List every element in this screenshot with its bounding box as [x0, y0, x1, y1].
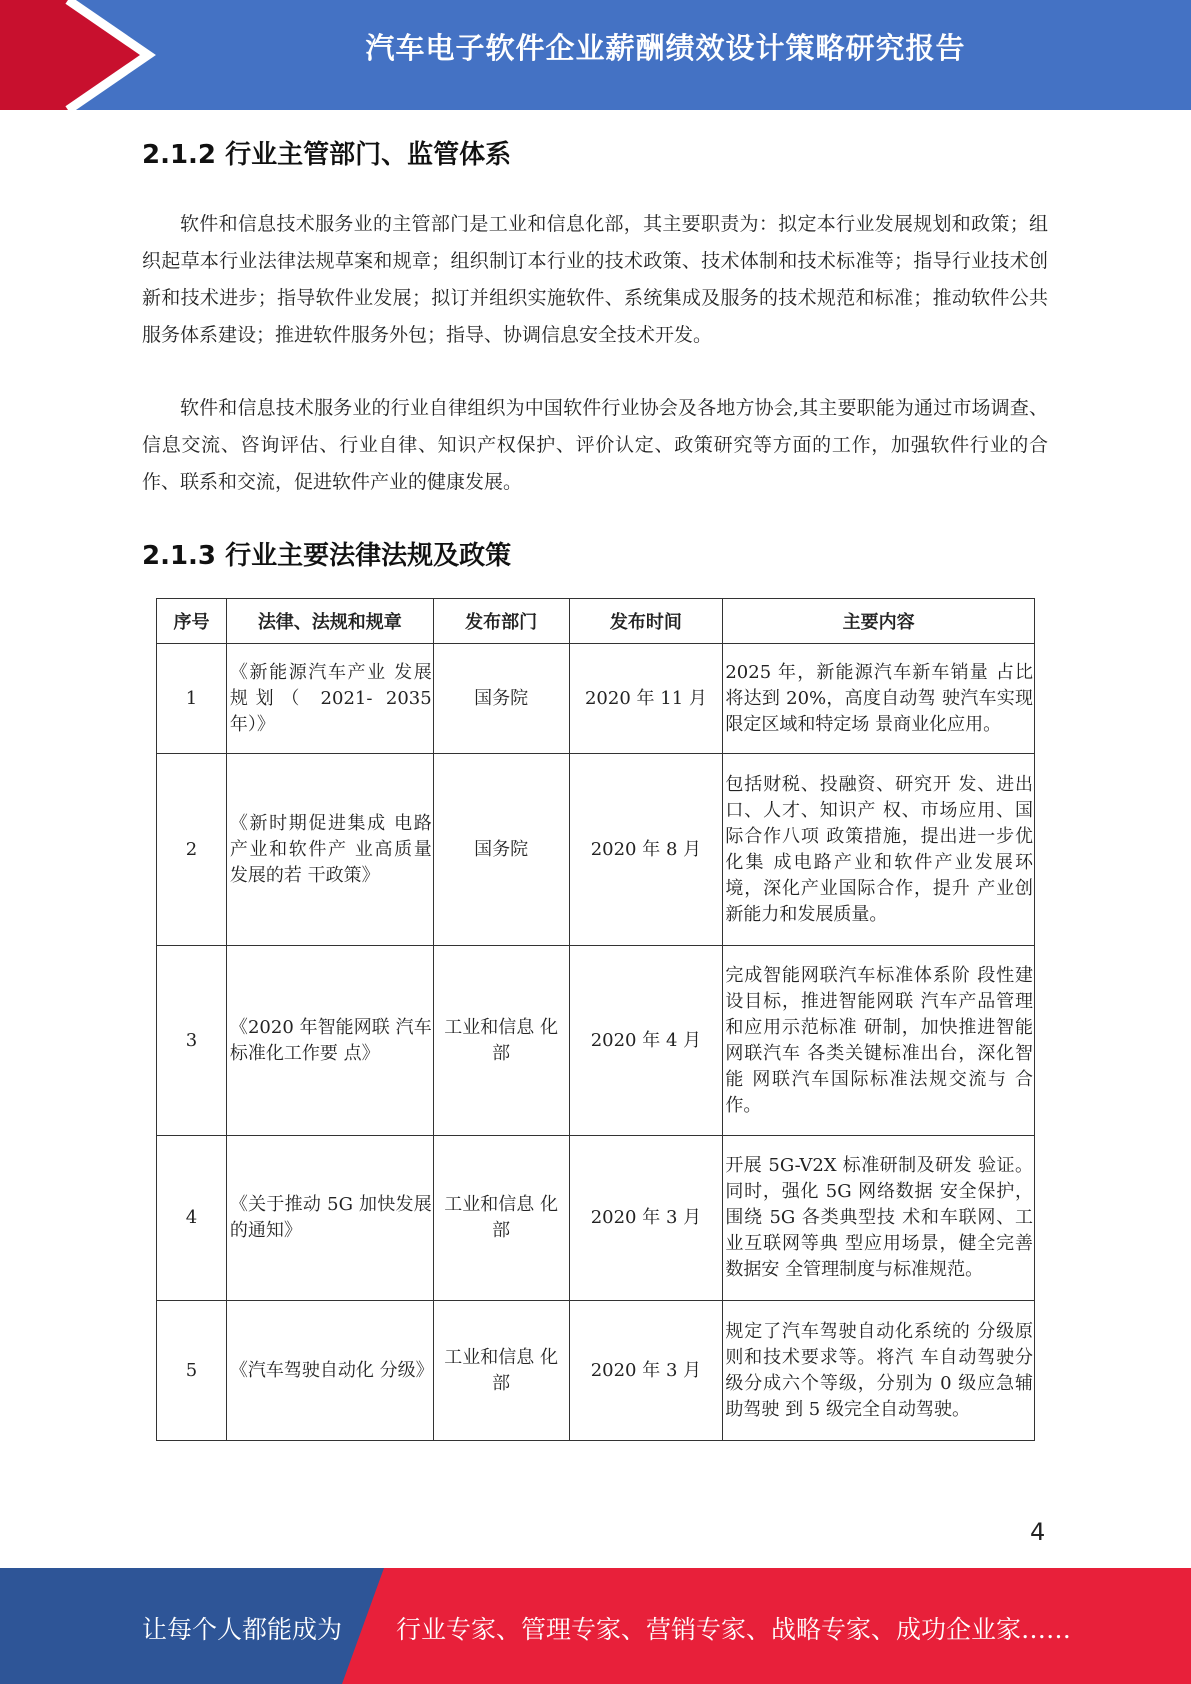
- row-date: 2020 年 3 月: [569, 1301, 723, 1441]
- page-number: 4: [1030, 1518, 1046, 1546]
- table-row: [157, 1301, 1035, 1441]
- row-date: 2020 年 3 月: [569, 1136, 723, 1301]
- section-heading-2-1-2: 2.1.2 行业主管部门、监管体系: [142, 140, 512, 170]
- row-law: 《2020 年智能网联 汽车标准化工作要 点》: [226, 946, 433, 1136]
- row-law: 《关于推动 5G 加快发展的通知》: [226, 1136, 433, 1301]
- row-content: 包括财税、投融资、研究开 发、进出口、人才、知识产 权、市场应用、国际合作八项 政策措施，提出进一步优化集 成电路产业和软件产业发展环 境，深化产业国际合作，提升 产业创新能力和发展质量。: [723, 754, 1035, 946]
- footer-slogan-right: 行业专家、管理专家、营销专家、战略专家、成功企业家……: [396, 1615, 1072, 1644]
- table-row: [157, 644, 1035, 754]
- row-content: 规定了汽车驾驶自动化系统的 分级原则和技术要求等。将汽 车自动驾驶分级分成六个等级，分别为 0 级应急辅助驾驶 到 5 级完全自动驾驶。: [723, 1301, 1035, 1441]
- row-dept: 工业和信息 化部: [433, 946, 569, 1136]
- row-date: 2020 年 4 月: [569, 946, 723, 1136]
- row-dept: 工业和信息 化部: [433, 1136, 569, 1301]
- table-row: [157, 946, 1035, 1136]
- header-dept: 发布部门: [433, 599, 569, 644]
- section-heading-2-1-3: 2.1.3 行业主要法律法规及政策: [142, 541, 512, 571]
- row-content: 2025 年，新能源汽车新车销量 占比将达到 20%，高度自动驾 驶汽车实现限定区域和特定场 景商业化应用。: [723, 644, 1035, 754]
- row-dept: 国务院: [433, 644, 569, 754]
- table-header-row: [157, 599, 1035, 644]
- row-dept: 国务院: [433, 754, 569, 946]
- row-content: 完成智能网联汽车标准体系阶 段性建设目标，推进智能网联 汽车产品管理和应用示范标准 研制，加快推进智能网联汽车 各类关键标准出台，深化智能 网联汽车国际标准法规交流与 合作。: [723, 946, 1035, 1136]
- row-dept: 工业和信息 化部: [433, 1301, 569, 1441]
- header-red-chevron: [0, 0, 160, 110]
- table-row: [157, 1136, 1035, 1301]
- table-row: [157, 754, 1035, 946]
- row-law: 《新时期促进集成 电路产业和软件产 业高质量发展的若 干政策》: [226, 754, 433, 946]
- paragraph-association: 软件和信息技术服务业的行业自律组织为中国软件行业协会及各地方协会,其主要职能为通过市场调查、信息交流、咨询评估、行业自律、知识产权保护、评价认定、政策研究等方面的工作，加强软件行业的合作、联系和交流，促进软件产业的健康发展。: [142, 397, 1048, 493]
- row-number: 4: [157, 1136, 227, 1301]
- row-number: 3: [157, 946, 227, 1136]
- regulations-table: [156, 598, 1035, 1441]
- footer-banner: [0, 1568, 1191, 1684]
- header-law: 法律、法规和规章: [226, 599, 433, 644]
- header-banner: [0, 0, 1191, 110]
- header-no: 序号: [157, 599, 227, 644]
- row-number: 5: [157, 1301, 227, 1441]
- row-number: 2: [157, 754, 227, 946]
- row-number: 1: [157, 644, 227, 754]
- row-content: 开展 5G-V2X 标准研制及研发 验证。同时，强化 5G 网络数据 安全保护，围绕 5G 各类典型技 术和车联网、工业互联网等典 型应用场景，健全完善数据安 全管理制度与标准规范。: [723, 1136, 1035, 1301]
- report-title: 汽车电子软件企业薪酬绩效设计策略研究报告: [365, 31, 966, 65]
- footer-slogan-left: 让每个人都能成为: [142, 1615, 343, 1644]
- header-content: 主要内容: [723, 599, 1035, 644]
- row-law: 《新能源汽车产业 发展规划（ 2021- 2035 年）》: [226, 644, 433, 754]
- header-date: 发布时间: [569, 599, 723, 644]
- row-law: 《汽车驾驶自动化 分级》: [226, 1301, 433, 1441]
- paragraph-regulator: 软件和信息技术服务业的主管部门是工业和信息化部，其主要职责为：拟定本行业发展规划和政策；组织起草本行业法律法规草案和规章；组织制订本行业的技术政策、技术体制和技术标准等；指导行业技术创新和技术进步；指导软件业发展；拟订并组织实施软件、系统集成及服务的技术规范和标准；推动软件公共服务体系建设；推进软件服务外包；指导、协调信息安全技术开发。: [142, 213, 1048, 346]
- row-date: 2020 年 11 月: [569, 644, 723, 754]
- row-date: 2020 年 8 月: [569, 754, 723, 946]
